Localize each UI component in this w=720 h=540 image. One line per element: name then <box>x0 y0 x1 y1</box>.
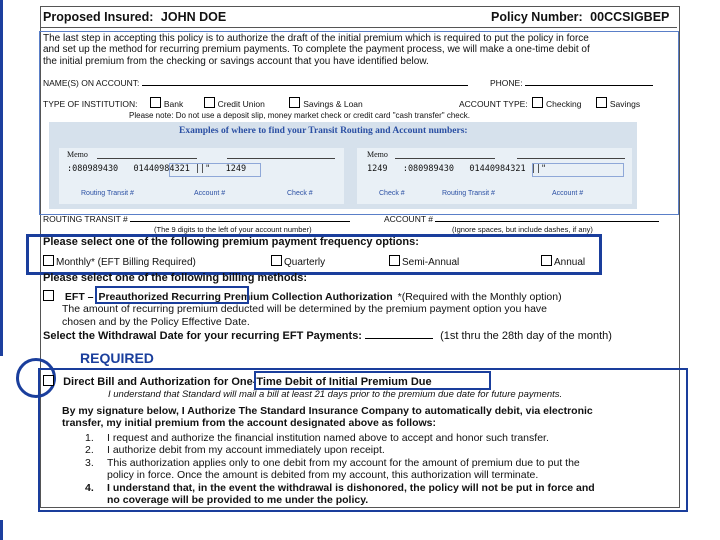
authorization-list <box>85 432 675 506</box>
list-item <box>85 457 675 482</box>
bank-label: Bank <box>163 99 184 109</box>
direct-bill-checkbox[interactable] <box>43 375 54 386</box>
account-note: (Ignore spaces, but include dashes, if any) <box>452 225 593 234</box>
policy-label: Policy Number: <box>491 10 583 24</box>
savings-label: Savings <box>609 99 641 109</box>
list-item-text: no coverage will be provided to me under the policy. <box>107 494 369 507</box>
account-row <box>384 212 659 224</box>
check-examples-figure <box>49 122 637 209</box>
policy-number: 00CCSIGBEP <box>590 10 670 24</box>
check-example-2 <box>357 148 632 204</box>
list-item-number: 4. <box>85 481 94 494</box>
intro-line: and set up the method for recurring premium payments. To complete the payment process, we will make a one-time debit of <box>43 44 590 56</box>
credit-union-checkbox[interactable] <box>204 97 215 108</box>
check2-routing-label: Routing Transit # <box>442 190 495 197</box>
check1-account-highlight <box>169 163 261 177</box>
check2-memo: Memo <box>367 150 388 159</box>
eft-highlight-box <box>95 286 249 304</box>
check2-account-highlight <box>532 163 624 177</box>
account-label: ACCOUNT # <box>384 214 433 224</box>
account-type-row <box>459 97 640 109</box>
list-item-number: 2. <box>85 444 94 457</box>
names-row <box>43 76 468 88</box>
bank-checkbox[interactable] <box>150 97 161 108</box>
insured-label: Proposed Insured: <box>43 10 154 24</box>
list-item <box>85 444 675 456</box>
check2-memo-line <box>395 158 495 159</box>
direct-bill-understand: I understand that Standard will mail a bill at least 21 days prior to the premium due date for future payments. <box>108 389 563 400</box>
direct-bill-label: Direct Bill and Authorization for <box>63 376 229 388</box>
account-type-label: ACCOUNT TYPE: <box>459 99 528 109</box>
check1-memo: Memo <box>67 150 88 159</box>
eft-required-note: *(Required with the Monthly option) <box>397 291 562 303</box>
semi-annual-label: Semi-Annual <box>402 257 460 268</box>
savings-loan-checkbox[interactable] <box>289 97 300 108</box>
signature-intro-line: By my signature below, I Authorize The Standard Insurance Company to automatically debit, via electronic <box>62 405 593 417</box>
annual-label: Annual <box>554 257 586 268</box>
check1-signature-line <box>227 158 335 159</box>
figure-title: Examples of where to find your Transit Routing and Account numbers: <box>179 126 468 136</box>
policy-number-line <box>491 10 669 24</box>
list-item-number: 1. <box>85 432 94 444</box>
check1-micr-line: :080989430 01440984321 ||" 1249 <box>67 164 247 174</box>
eft-checkbox[interactable] <box>43 290 54 301</box>
savings-loan-label: Savings & Loan <box>303 99 363 109</box>
quarterly-label: Quarterly <box>284 257 326 268</box>
check2-micr-line: 1249 :080989430 01440984321 ||" <box>367 164 547 174</box>
list-item-number: 3. <box>85 456 94 469</box>
names-input[interactable] <box>142 76 468 86</box>
list-item-text: I understand that, in the event the withdrawal is dishonored, the policy will not be put in force and <box>107 481 595 494</box>
credit-union-label: Credit Union <box>217 99 265 109</box>
monthly-label: Monthly* (EFT Billing Required) <box>56 257 196 268</box>
header-divider <box>41 27 677 28</box>
check2-signature-line <box>517 158 625 159</box>
eft-highlight: Preauthorized Recurring <box>98 291 221 303</box>
left-edge-bar-top <box>0 0 3 356</box>
phone-row <box>490 76 653 88</box>
phone-input[interactable] <box>525 76 653 86</box>
withdrawal-range: (1st thru the 28th day of the month) <box>440 330 612 342</box>
check2-account-label: Account # <box>552 190 584 197</box>
institution-label: TYPE OF INSTITUTION: <box>43 99 138 109</box>
phone-label: PHONE: <box>490 78 523 88</box>
required-label: REQUIRED <box>80 350 154 366</box>
routing-row <box>43 212 350 224</box>
check-example-1 <box>59 148 344 204</box>
list-item-text: I authorize debit from my account immediately upon receipt. <box>107 444 385 457</box>
eft-line-3: chosen and by the Policy Effective Date. <box>62 316 250 328</box>
intro-line: the initial premium from the checking or savings account that you have identified below. <box>43 55 429 67</box>
checking-checkbox[interactable] <box>532 97 543 108</box>
list-item-text: This authorization applies only to one debit from my account for the amount of premium due to put the <box>107 456 580 469</box>
intro-line: The last step in accepting this policy is to authorize the draft of the initial premium which is required to put the policy in force <box>43 33 589 44</box>
frequency-title: Please select one of the following premium payment frequency options: <box>43 236 419 248</box>
direct-bill-highlight-box <box>254 371 491 390</box>
savings-checkbox[interactable] <box>596 97 607 108</box>
direct-bill-highlight: One-Time Debit of Initial Premium Due <box>231 376 432 388</box>
billing-title: Please select one of the following billing methods: <box>43 272 308 284</box>
check1-memo-line <box>97 158 197 159</box>
proposed-insured-line <box>43 10 226 24</box>
eft-line-2: The amount of recurring premium deducted will be determined by the premium payment option you have <box>62 303 548 315</box>
withdrawal-row <box>43 328 612 342</box>
routing-input[interactable] <box>130 212 350 222</box>
insured-name: JOHN DOE <box>160 10 227 24</box>
routing-label: ROUTING TRANSIT # <box>43 214 128 224</box>
check1-account-label: Account # <box>194 190 226 197</box>
deposit-note: Please note: Do not use a deposit slip, money market check or credit card "cash transfer" check. <box>129 111 470 120</box>
routing-note: (The 9 digits to the left of your account number) <box>154 225 312 234</box>
check1-routing-label: Routing Transit # <box>81 190 134 197</box>
account-input[interactable] <box>435 212 659 222</box>
signature-intro <box>62 405 682 429</box>
list-item <box>85 432 675 444</box>
checking-label: Checking <box>546 99 582 109</box>
withdrawal-label: Select the Withdrawal Date for your recurring EFT Payments: <box>43 330 362 342</box>
eft-label: EFT – <box>64 291 94 303</box>
eft-rest: Premium Collection Authorization <box>223 291 393 303</box>
check1-check-label: Check # <box>287 190 313 197</box>
left-edge-bar-bottom <box>0 520 3 540</box>
check2-check-label: Check # <box>379 190 405 197</box>
withdrawal-date-input[interactable] <box>365 328 433 339</box>
names-label: NAME(S) ON ACCOUNT: <box>43 78 140 88</box>
frequency-highlight-box <box>26 234 602 275</box>
list-item <box>85 482 675 507</box>
list-item-text: policy in force. Once the amount is debited from my account, this authorization will terminate. <box>107 469 539 482</box>
signature-intro-line: transfer, my initial premium from the account designated above as follows: <box>62 417 437 429</box>
list-item-text: I request and authorize the financial institution named above to accept and honor such transfer. <box>107 432 549 444</box>
